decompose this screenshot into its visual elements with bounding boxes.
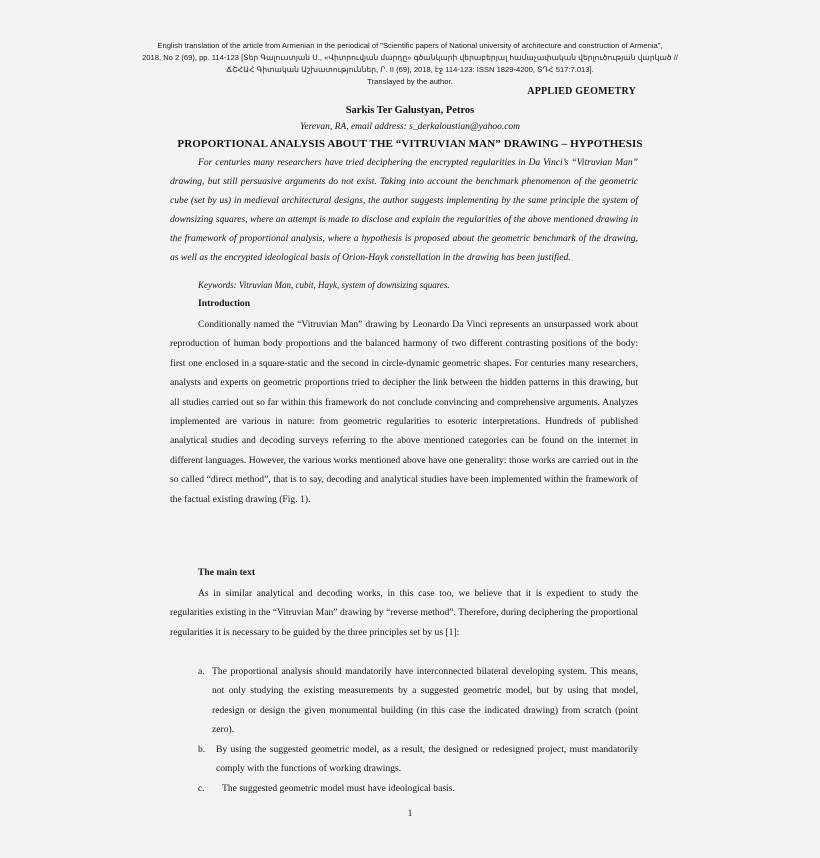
header-line-2: 2018, No 2 (69), pp. 114-123 [Տեր Գալուստյան Ս., «Վիտրուվյան մարդը» գծանկարի վերաբերյալ համաչափական վերլուծության վարկած // (142, 53, 678, 62)
header-line-1: English translation of the article from Armenian in the periodical of "Scientific papers of National university of architecture and construction of Armenia", (157, 41, 663, 50)
author-name: Sarkis Ter Galustyan, Petros (345, 105, 475, 116)
page-number: 1 (407, 808, 413, 819)
list-item-text: The suggested geometric model must have ideological basis. (222, 783, 455, 794)
list-item (198, 740, 638, 779)
journal-header (120, 40, 700, 88)
header-line-4: Translayed by the author. (367, 77, 453, 86)
list-marker: a. (198, 666, 205, 677)
running-head: APPLIED GEOMETRY (527, 86, 636, 97)
keywords: Keywords: Vitruvian Man, cubit, Hayk, system of downsizing squares. (198, 280, 450, 290)
section-heading-introduction: Introduction (198, 298, 251, 309)
paper-title: PROPORTIONAL ANALYSIS ABOUT THE “VITRUVIAN MAN” DRAWING – HYPOTHESIS (177, 138, 643, 150)
list-item-text: The proportional analysis should mandatorily have interconnected bilateral developing system. This means, not only studying the existing measurements by a suggested geometric model, but by using that model, redesign or design the given monumental building (in this case the indicated drawing) from scratch (point zero). (212, 666, 638, 736)
list-marker: c. (198, 783, 205, 794)
header-line-3: ՃՇՀԱՀ Գիտական Աշխատություններ, Ր. II (69), 2018, էջ 114-123: ISSN 1829-4200, ՏԴՀ 517:7.013]. (226, 65, 594, 74)
author-affiliation: Yerevan, RA, email address: s_derkaloustian@yahoo.com (299, 122, 521, 132)
main-text-paragraph: As in similar analytical and decoding works, in this case too, we believe that it is expedient to study the regularities existing in the “Vitruvian Man” drawing by “reverse method”. Therefore, during deciphering the proportional regularities it is necessary to be guided by the three principles set by us [1]: (170, 588, 638, 638)
list-item-text: By using the suggested geometric model, as a result, the designed or redesigned project, must mandatorily comply with the functions of working drawings. (216, 744, 638, 775)
introduction-paragraph: Conditionally named the “Vitruvian Man” drawing by Leonardo Da Vinci represents an unsurpassed work about reproduction of human body proportions and the balanced harmony of two different contrasting positions of the body: first one enclosed in a square-static and the second in circle-dynamic geometric shapes. For centuries many researchers, analysts and experts on geometric proportions tried to decipher the link between the hidden patterns in this drawing, but all studies carried out so far within this framework do not conclude convincing and comprehensive arguments. Analyzes implemented are various in nature: from geometric regularities to esoteric interpretations. Hundreds of published analytical studies and decoding surveys referring to the above mentioned categories can be found on the internet in different languages. However, the various works mentioned above have one generality: those works are carried out in the so called “direct method”, that is to say, decoding and analytical studies have been implemented within the framework of the factual existing drawing (Fig. 1). (170, 319, 638, 505)
list-item (198, 662, 638, 740)
list-item (198, 779, 638, 798)
list-marker: b. (198, 744, 206, 755)
abstract: For centuries many researchers have tried deciphering the encrypted regularities in Da Vinci’s “Vitruvian Man” drawing, but still persuasive arguments do not exist. Taking into account the benchmark phenomenon of the geometric cube (set by us) in medieval architectural designs, the author suggests implementing by the same principle the system of downsizing squares, where an attempt is made to disclose and explain the regularities of the above mentioned drawing in the framework of proportional analysis, where a hypothesis is proposed about the geometric benchmark of the drawing, as well as the encrypted ideological basis of Orion-Hayk constellation in the drawing has been justified. (170, 157, 638, 263)
section-heading-main-text: The main text (198, 567, 256, 578)
